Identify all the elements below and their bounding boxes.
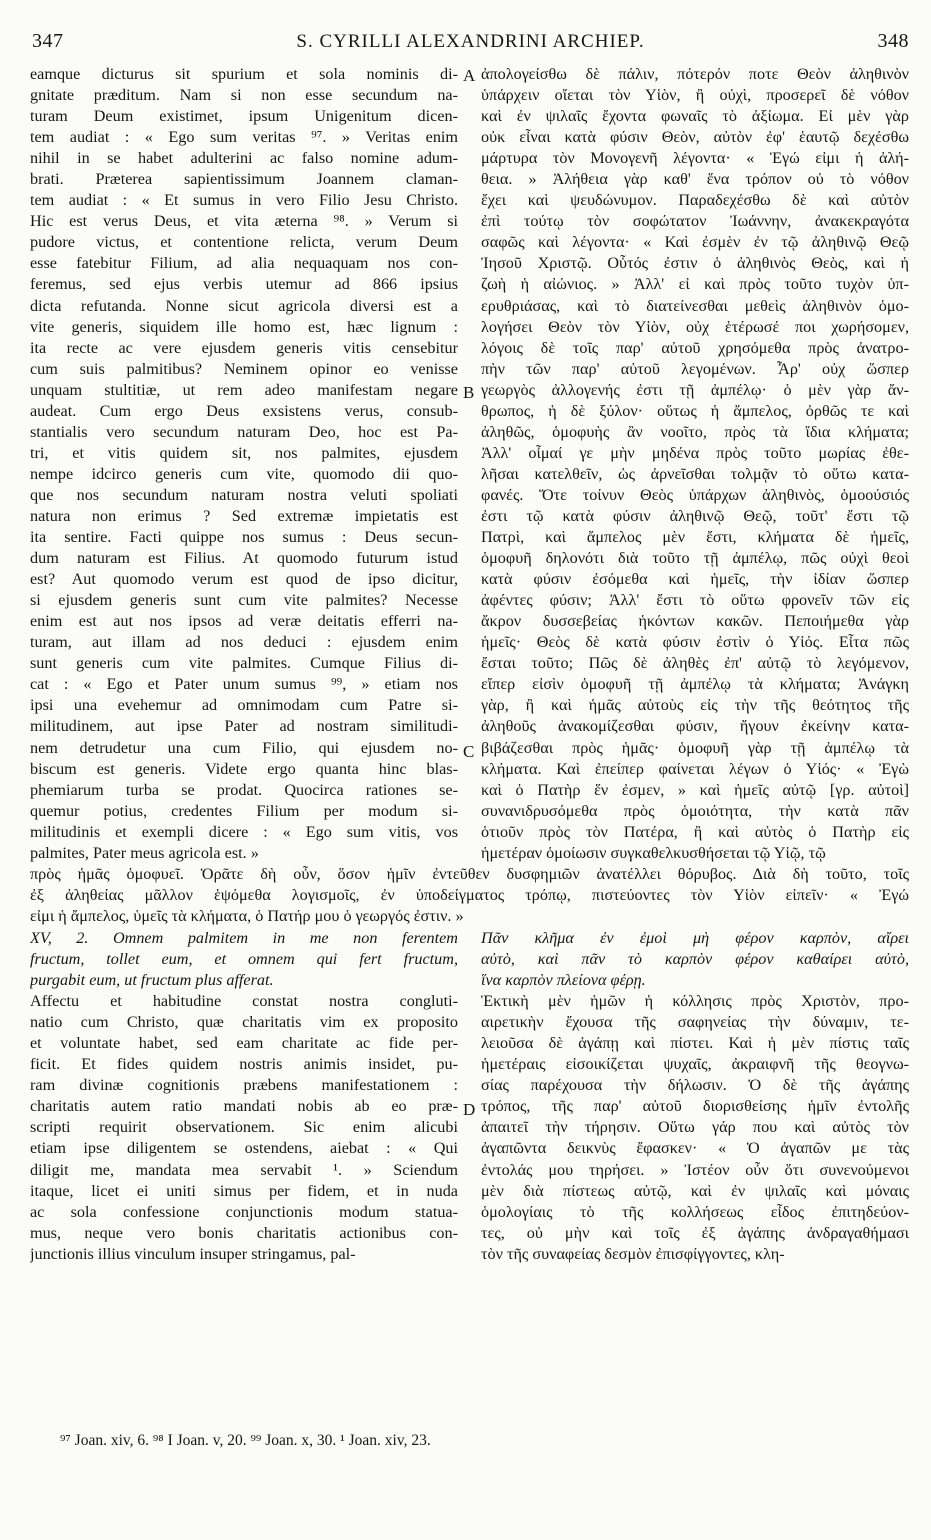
greek-column-top (481, 64, 909, 864)
text-line: ὁμοφυῆ δηλονότι διὰ τοῦτο τῇ ἀμπέλῳ, πῶς οὐχὶ θεοὶ (481, 549, 909, 568)
text-line: Ἑκτικὴ μὲν ἡμῶν ἡ κόλλησις πρὸς Χριστὸν, προ- (481, 992, 909, 1011)
text-line: ερυθριάσας, καὶ τὸ διατείνεσθαι μεθεὶς ἀληθινὸν ὁμο- (481, 296, 909, 315)
text-line: charitatis autem ratio mandati nobis ab eo præ- (30, 1097, 458, 1116)
text-line: ἔσται τοῦτο; Πῶς δὲ ἀληθὲς ἐπ' αὐτῷ τὸ λεγόμενον, (481, 654, 909, 673)
footnotes: ⁹⁷ Joan. xiv, 6. ⁹⁸ I Joan. v, 20. ⁹⁹ Joan. x, 30. ¹ Joan. xiv, 23. (60, 1432, 431, 1449)
text-line: συνανιδρυσόμεθα πρὸς ὁμοιότητα, τὴν κατὰ πᾶν (481, 801, 909, 820)
text-line: πὴν τῶν παρ' αὐτοῦ λεγομένων. Ἆρ' οὐχ ὥσπερ (481, 359, 909, 378)
text-line: οὐκ εἶναι κατὰ φύσιν Θεὸν, αὐτὸν ἐφ' ἑαυτῷ δεχέσθω (481, 128, 909, 147)
text-line: βιβάζεσθαι πρὸς ἡμᾶς· ὁμοφυῆ γὰρ τῇ ἀμπέλῳ τὰ (481, 738, 909, 757)
text-line: ita sentire. Facti quippe nos sumus : Deus secun- (30, 528, 458, 547)
text-line: biscum est generis. Videte ergo quanta hinc blas- (30, 759, 458, 778)
text-line: diligit me, mandata mea servabit ¹. » Sciendum (30, 1160, 458, 1179)
text-line: Hic est verus Deus, et vita æterna ⁹⁸. » Verum si (30, 212, 458, 231)
text-line: ἐστι τῷ κατὰ φύσιν ἀληθινῷ Θεῷ, τοῦτ' ἔστι τῷ (481, 506, 909, 525)
text-line: εἰμι ἡ ἄμπελος, ὑμεῖς τὰ κλήματα, ὁ Πατήρ μου ὁ γεωργός ἐστιν. » (30, 907, 464, 926)
text-line: dum naturam est Filius. At quomodo futurum istud (30, 549, 458, 568)
text-line: αὐτὸ, καὶ πᾶν τὸ καρπὸν φέρον καθαίρει αὐτὸ, (481, 950, 909, 969)
text-line: brati. Præterea sapientissimum Joannem claman- (30, 170, 458, 189)
margin-letter-a: A (463, 66, 476, 85)
text-line: ζωὴ ἡ αἰώνιος. » Ἀλλ' εἰ καὶ πρὸς τοῦτο τυχὸν ὑπ- (481, 275, 909, 294)
text-line: militudinis et exempli dicere : « Ego sum vitis, vos (30, 822, 458, 841)
text-line: τὸν τῆς συναφείας δεσμὸν ἐπισφίγγοντες, κλη- (481, 1244, 785, 1263)
text-line: Ἀλλ' οἶμαί γε μὴν μηδένα πρὸς τοῦτο μωρίας ἐθε- (481, 443, 909, 462)
text-line: tem audiat : « Ego sum veritas ⁹⁷. » Veritas enim (30, 128, 458, 147)
text-line: cat : « Ego et Pater unum sumus ⁹⁹, » etiam nos (30, 675, 458, 694)
text-line: κλήματα. Καὶ ἐπείπερ φαίνεται λέγων ὁ Υἱός· « Ἐγὼ (481, 759, 909, 778)
text-line: nempe idcirco generis cum vite, quomodo dii quo- (30, 464, 458, 483)
text-line: cum suis palmitibus? Neminem opinor eo venisse (30, 359, 458, 378)
text-line: κατὰ φύσιν ἐσόμεθα καὶ ἡμεῖς, τὴν ἰδίαν ὥσπερ (481, 570, 909, 589)
margin-letter-c: C (463, 742, 475, 761)
text-line: Ἰησοῦ Χριστῷ. Οὗτός ἐστιν ὁ ἀληθινὸς Θεὸς, καὶ ἡ (481, 254, 909, 273)
text-line: nem detrudetur una cum Filio, qui ejusdem no- (30, 738, 458, 757)
text-line: est? Aut quomodo verum est quod de ipso dicitur, (30, 570, 458, 589)
text-line: μάρτυρα τὸν Μονογενῆ λέγοντα· « Ἐγώ εἰμι ἡ ἀλή- (481, 149, 909, 168)
text-line: et voluntate habet, sed eam charitate ac fide per- (30, 1034, 458, 1053)
text-line: καὶ ὁ Πατὴρ ἕν ἐσμεν, » καὶ ἡμεῖς αὐτῷ [γρ. αὐτοὶ] (481, 780, 909, 799)
text-line: πρὸς ἡμᾶς ὁμοφυεῖ. Ὁρᾶτε δὴ οὖν, ὅσον ἡμῖν ἐντεῦθεν δυσφημιῶν ἀνατέλλει θόρυβος. Διὰ δὴ τοῦτο, τοῖς (30, 865, 909, 883)
page-header (32, 30, 909, 54)
text-line: esse fatebitur Filium, ad alia nequaquam nos con- (30, 254, 458, 273)
text-line: tri, et vitis quidem sit, nos palmites, ejusdem (30, 443, 458, 462)
text-line: ἵνα καρπὸν πλείονα φέρῃ. (481, 971, 646, 990)
text-line: fructum, tollet eum, et omnem qui fert fructum, (30, 950, 458, 969)
greek-column-bottom (481, 928, 909, 1265)
text-line: γεωργὸς ἀλλογενής ἐστι τῇ ἀμπέλῳ· ὁ μὲν γὰρ ἄν- (481, 380, 909, 399)
text-line: ὁτιοῦν πρὸς τὸν Πατέρα, ἢ καὶ αὐτὸς ὁ Πατὴρ εἰς (481, 822, 909, 841)
latin-column-top (30, 64, 458, 864)
text-line: ficit. Et fides quidem nostris animis insidet, pu- (30, 1055, 458, 1074)
text-line: XV, 2. Omnem palmitem in me non ferentem (30, 929, 458, 947)
text-line: tem audiat : « Et sumus in vero Filio Jesu Christo. (30, 191, 458, 210)
text-line: palmites, Pater meus agricola est. » (30, 843, 259, 862)
text-line: pudore victus, et contentione relicta, verum Deum (30, 233, 458, 252)
text-line: itaque, licet ei uniti simus per fidem, et in nuda (30, 1181, 458, 1200)
text-line: Affectu et habitudine constat nostra congluti- (30, 992, 458, 1011)
text-line: turam Deum existimet, ipsum Unigenitum dicen- (30, 107, 458, 126)
text-line: natura non erimus ? Sed extremæ impietatis est (30, 506, 458, 525)
text-line: sunt generis cum vite palmites. Cumque Filius di- (30, 654, 458, 673)
text-line: purgabit eum, ut fructum plus afferat. (30, 971, 274, 990)
text-line: ἀληθοῦς ἀνακομίζεσθαι φύσιν, ἤγουν ἐκείνην κατα- (481, 717, 909, 736)
text-line: ἡμεῖς· Θεὸς δὲ κατὰ φύσιν ἐστὶν ὁ Υἱός. Εἶτα πῶς (481, 633, 909, 652)
text-line: ἐξ ἀληθείας μᾶλλον ἑψόμεθα λογισμοῖς, ἐν ὑποδείγματος τρόπῳ, πιστεύοντες τὸν Υἱὸν εἰπεῖν· « Ἐγώ (30, 886, 909, 905)
text-line: ἄκρον δυσσεβείας ἡκόντων κακῶν. Πεποιήμεθα γὰρ (481, 612, 909, 631)
text-line: ἐπὶ τούτῳ τὸν σοφώτατον Ἰωάννην, ἀνακεκραγότα (481, 212, 909, 231)
text-line: phemiarum turba se prodat. Quocirca rationes se- (30, 780, 458, 799)
text-line: stantialis vero secundum naturam Deo, hoc est Pa- (30, 422, 458, 441)
text-line: ὑπάρχειν οἴεται τὸν Υἱὸν, ἢ οὐχὶ, προσερεῖ δὲ νόθον (481, 86, 909, 105)
text-line: μὲν διὰ πίστεως αὐτῷ, καὶ ἐν ψιλαῖς καὶ μόναις (481, 1181, 909, 1200)
margin-letter-d: D (463, 1100, 476, 1119)
text-line: unquam stultitiæ, ut rem adeo manifestam negare (30, 380, 458, 399)
right-page-number: 348 (877, 30, 909, 52)
text-line: λῆσαι κατελθεῖν, ὡς ἀρνεῖσθαι τολμᾷν τὸ οὕτω κατα- (481, 464, 909, 483)
running-title: S. CYRILLI ALEXANDRINI ARCHIEP. (296, 31, 645, 52)
text-line: Πατρὶ, καὶ ἄμπελος μὲν ἔστι, κλήματα δὲ ἡμεῖς, (481, 528, 909, 547)
greek-full-width-paragraph (30, 864, 909, 927)
text-line: ἀληθῶς, ὁμοφυὴς ἂν νοοῖτο, πρὸς τὰ ἴδια κλήματα; (481, 422, 909, 441)
text-line: etiam ipse diligentem se ostendens, aiebat : « Qui (30, 1139, 458, 1158)
latin-column-bottom (30, 928, 458, 1265)
text-line: scripti requirit observationem. Sic enim alicubi (30, 1118, 458, 1137)
text-line: dicta refutanda. Nonne sicut agricola diversi est a (30, 296, 458, 315)
text-line: enim est aut nos ipsos ad veræ deitatis efferri na- (30, 612, 458, 631)
text-line: φανές. Ὅτε τοίνυν Θεὸς ὑπάρχων ἀληθινὸς, ὁμοούσιός (481, 485, 909, 504)
text-line: ὁμολογίαις τὸ τῆς κολλήσεως εἶδος ἐπιτηδεύον- (481, 1202, 909, 1221)
text-line: τρόπος, τῆς παρ' αὐτοῦ διορισθείσης ἡμῖν ἐντολῆς (481, 1097, 909, 1116)
text-line: gnitate præditum. Nam si non esse secundum na- (30, 86, 458, 105)
text-line: σίας παρέχουσα τὴν δήλωσιν. Ὁ δὲ τῆς ἀγάπης (481, 1076, 909, 1095)
text-line: ἀπολογείσθω δὲ πάλιν, πότερόν ποτε Θεὸν ἀληθινὸν (481, 65, 909, 83)
text-line: Πᾶν κλῆμα ἐν ἐμοὶ μὴ φέρον καρπὸν, αἴρει (481, 929, 909, 947)
text-line: quemur potius, credentes Filium per modum si- (30, 801, 458, 820)
text-line: θρωπος, ἡ δὲ ξύλον· οὕτως ἡ ἄμπελος, ὀρθῶς τε καὶ (481, 401, 909, 420)
text-line: λόγοις δὲ τοῖς παρ' αὐτοῦ χρησόμεθα πρὸς ἀνατρο- (481, 338, 909, 357)
text-line: ἡμετέραν ὁμοίωσιν συγκαθελκυσθήσεται τῷ Υἱῷ, τῷ (481, 843, 826, 862)
text-line: ἡμετέραις εἰσοικίζεται ψυχαῖς, ἀκραιφνῆ τῆς θεογνω- (481, 1055, 909, 1074)
text-line: mus, neque vero bonis charitatis actionibus con- (30, 1223, 458, 1242)
text-line: τες, οὐ μὴν καὶ τοῖς ἐξ ἀγάπης ἀνδραγαθήμασι (481, 1223, 909, 1242)
text-line: nihil in se habet adulterini ac falso nomine adum- (30, 149, 458, 168)
text-line: vite generis, siquidem ille homo est, hæc lignum : (30, 317, 458, 336)
text-line: ipsi una evehemur ad omnimodam cum Patre si- (30, 696, 458, 715)
text-line: εἴπερ εἰσὶν ὁμοφυῆ τῇ ἀμπέλῳ τὰ κλήματα; Ἀνάγκη (481, 675, 909, 694)
text-line: feremus, sed ejus verbis utemur ad 866 ipsius (30, 275, 458, 294)
text-line: eamque dicturus sit spurium et sola nominis di- (30, 65, 458, 83)
text-line: ἔχει καὶ ψευδώνυμον. Παραδεχέσθω δὲ καὶ αὐτὸν (481, 191, 909, 210)
text-line: turam, aut illam ad nos deduci : ejusdem enim (30, 633, 458, 652)
text-line: γὰρ, ἢ καὶ ἡμᾶς αὐτοὺς εἰς τὴν τῆς θεότητος τῆς (481, 696, 909, 715)
text-line: natio cum Christo, quæ charitatis vim ex proposito (30, 1013, 458, 1032)
text-line: ἐντολάς μου τηρήσει. » Ἰστέον οὖν ὅτι συνενούμενοι (481, 1160, 909, 1179)
text-line: λογήσει Θεὸν τὸν Υἱὸν, οὐχ ἑτέρωσέ ποι χωρήσομεν, (481, 317, 909, 336)
text-line: militudinem, aut ipse Pater ad nostram similitudi- (30, 717, 458, 736)
text-line: si ejusdem generis sunt cum vite palmites? Necesse (30, 591, 458, 610)
text-line: ram divinæ cognitionis præbens manifestationem : (30, 1076, 458, 1095)
margin-letter-b: B (463, 383, 475, 402)
text-line: ἀφέντες φύσιν; Ἀλλ' ἔστι τὸ οὕτω φρονεῖν τῶν εἰς (481, 591, 909, 610)
text-line: que nos secundum naturam nostra veluti spoliati (30, 485, 458, 504)
left-page-number: 347 (32, 30, 64, 52)
text-line: καὶ ἐν ψιλαῖς ἔχοντα φωναῖς τὸ ἀξίωμα. Εἰ μὲν γὰρ (481, 107, 909, 126)
text-line: αιρετικὴν ἔχουσα τῆς σαφηνείας τὴν δύναμιν, τε- (481, 1013, 909, 1032)
text-line: λειοῦσα δὲ ἀγάπῃ καὶ πίστει. Καὶ ἡ μὲν πίστις ταῖς (481, 1034, 909, 1053)
text-line: audeat. Cum ergo Deus exsistens verus, consub- (30, 401, 458, 420)
text-line: ita recte ac vere ejusdem generis vitis censebitur (30, 338, 458, 357)
text-line: σαφῶς καὶ λέγοντα· « Καὶ ἐσμὲν ἐν τῷ ἀληθινῷ Θεῷ (481, 233, 909, 252)
text-line: ac sola confessione conjunctionis modum statua- (30, 1202, 458, 1221)
text-line: ἀγαπῶντα δεικνὺς ἔφασκεν· « Ὁ ἀγαπῶν με τὰς (481, 1139, 909, 1158)
text-line: junctionis illius vinculum insuper stringamus, pal- (30, 1244, 356, 1263)
text-line: ἀπαιτεῖ τὴν τήρησιν. Οὕτω γάρ που καὶ αὐτὸς τὸν (481, 1118, 909, 1137)
text-line: θεια. » Ἀλήθεια γὰρ καθ' ἕνα τρόπον οὐ τὸ νόθον (481, 170, 909, 189)
